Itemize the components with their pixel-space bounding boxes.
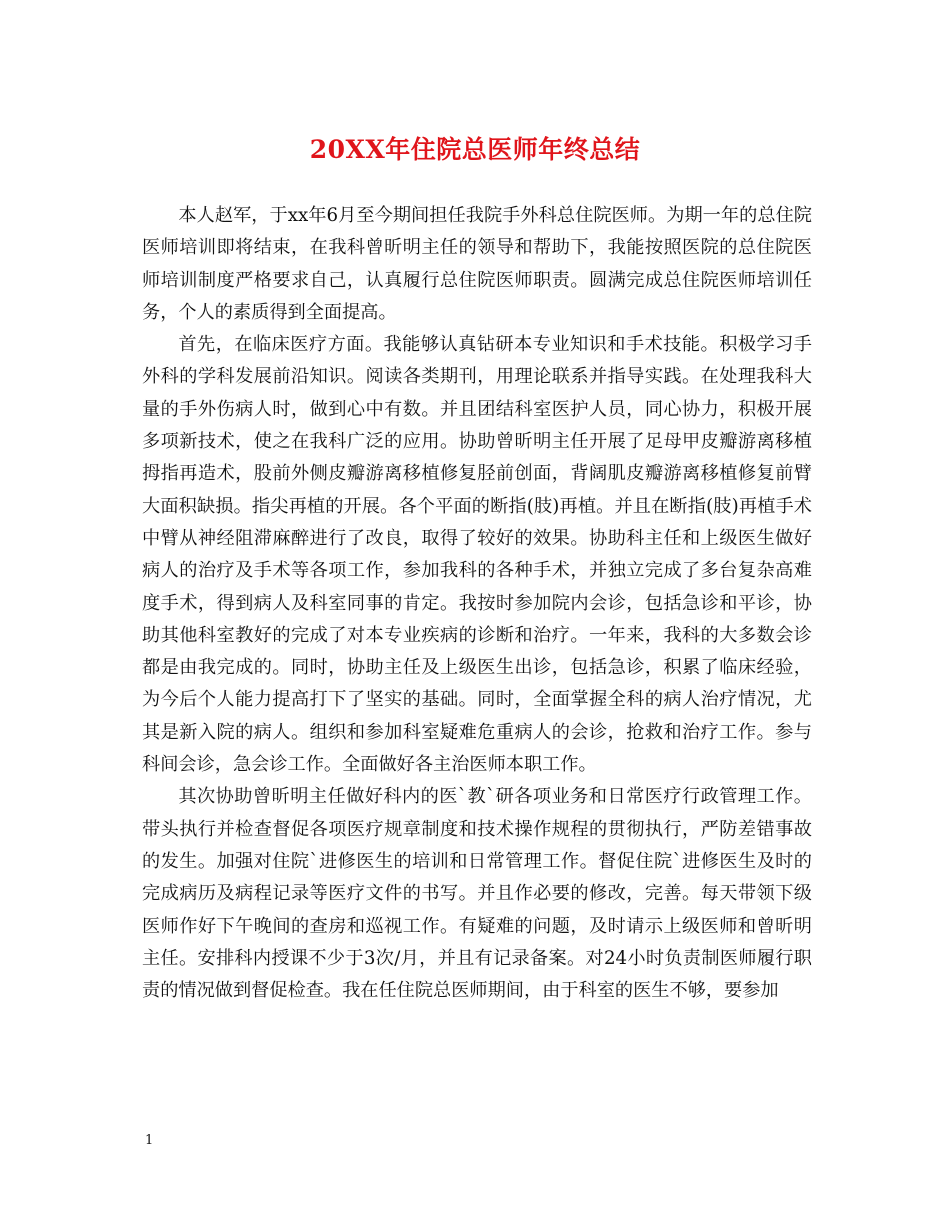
document-title: 20XX年住院总医师年终总结 [309,135,641,164]
paragraph-2: 首先，在临床医疗方面。我能够认真钻研本专业知识和手术技能。积极学习手外科的学科发展前沿知识。阅读各类期刊，用理论联系并指导实践。在处理我科大量的手外伤病人时，做到心中有数。并且团结科室医护人员，同心协力，积极开展多项新技术，使之在我科广泛的应用。协助曾昕明主任开展了足母甲皮瓣游离移植拇指再造术，股前外侧皮瓣游离移植修复胫前创面，背阔肌皮瓣游离移植修复前臂大面积缺损。指尖再植的开展。各个平面的断指(肢)再植。并且在断指(肢)再植手术中臂从神经阻滞麻醉进行了改良，取得了较好的效果。协助科主任和上级医生做好病人的治疗及手术等各项工作，参加我科的各种手术，并独立完成了多台复杂高难度手术，得到病人及科室同事的肯定。我按时参加院内会诊，包括急诊和平诊，协助其他科室教好的完成了对本专业疾病的诊断和治疗。一年来，我科的大多数会诊都是由我完成的。同时，协助主任及上级医生出诊，包括急诊，积累了临床经验，为今后个人能力提高打下了坚实的基础。同时，全面掌握全科的病人治疗情况，尤其是新入院的病人。组织和参加科室疑难危重病人的会诊，抢救和治疗工作。参与科间会诊，急会诊工作。全面做好各主治医师本职工作。 [142,334,812,776]
paragraph-1: 本人赵军，于xx年6月至今期间担任我院手外科总住院医师。为期一年的总住院医师培训即将结束，在我科曾昕明主任的领导和帮助下，我能按照医院的总住院医师培训制度严格要求自己，认真履行总住院医师职责。圆满完成总住院医师培训任务，个人的素质得到全面提高。 [142,205,812,323]
document-body [142,200,812,1007]
paragraph-3: 其次协助曾昕明主任做好科内的医`教`研各项业务和日常医疗行政管理工作。带头执行并检查督促各项医疗规章制度和技术操作规程的贯彻执行，严防差错事故的发生。加强对住院`进修医生的培训和日常管理工作。督促住院`进修医生及时的完成病历及病程记录等医疗文件的书写。并且作必要的修改，完善。每天带领下级医师作好下午晚间的查房和巡视工作。有疑难的问题，及时请示上级医师和曾昕明主任。安排科内授课不少于3次/月，并且有记录备案。对24小时负责制医师履行职责的情况做到督促检查。我在任住院总医师期间，由于科室的医生不够，要参加 [142,786,812,1002]
page-number: 1 [145,1133,154,1148]
